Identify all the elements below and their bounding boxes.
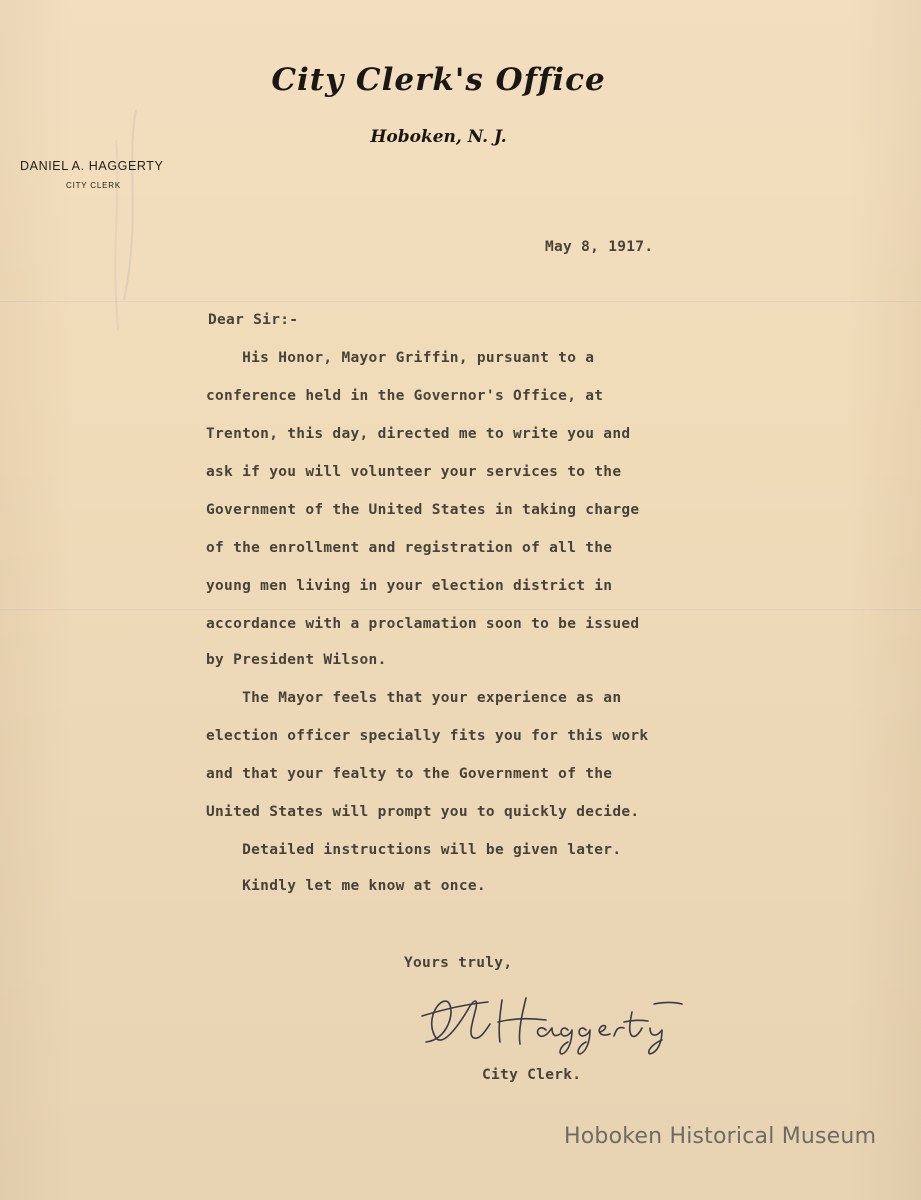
body-line: ask if you will volunteer your services to the [206,464,622,480]
body-line: accordance with a proclamation soon to be issued [206,616,640,632]
body-line: young men living in your election district in [206,578,613,594]
body-line: by President Wilson. [206,652,387,668]
body-line: election officer specially fits you for this work [206,728,649,744]
body-line: conference held in the Governor's Office, at [206,388,604,404]
body-line: and that your fealty to the Government of the [206,766,613,782]
letterhead-office: City Clerk's Office [271,62,606,98]
clerk-title: CITY CLERK [66,181,121,190]
letterhead-location: Hoboken, N. J. [370,127,507,147]
fold-crease [0,608,921,611]
museum-watermark: Hoboken Historical Museum [564,1124,877,1149]
body-line: Detailed instructions will be given later. [206,842,622,858]
body-line: United States will prompt you to quickly decide. [206,804,640,820]
closing: Yours truly, [404,955,513,971]
body-line: Trenton, this day, directed me to write you and [206,426,631,442]
body-line: Government of the United States in taking charge [206,502,640,518]
body-line: of the enrollment and registration of all the [206,540,613,556]
body-line: His Honor, Mayor Griffin, pursuant to a [206,350,595,366]
signature [418,990,688,1060]
body-line: The Mayor feels that your experience as an [206,690,622,706]
letter-date: May 8, 1917. [545,239,654,255]
signoff: City Clerk. [482,1067,582,1083]
salutation: Dear Sir:- [208,312,299,328]
clerk-name: DANIEL A. HAGGERTY [20,159,164,173]
body-line: Kindly let me know at once. [206,878,486,894]
